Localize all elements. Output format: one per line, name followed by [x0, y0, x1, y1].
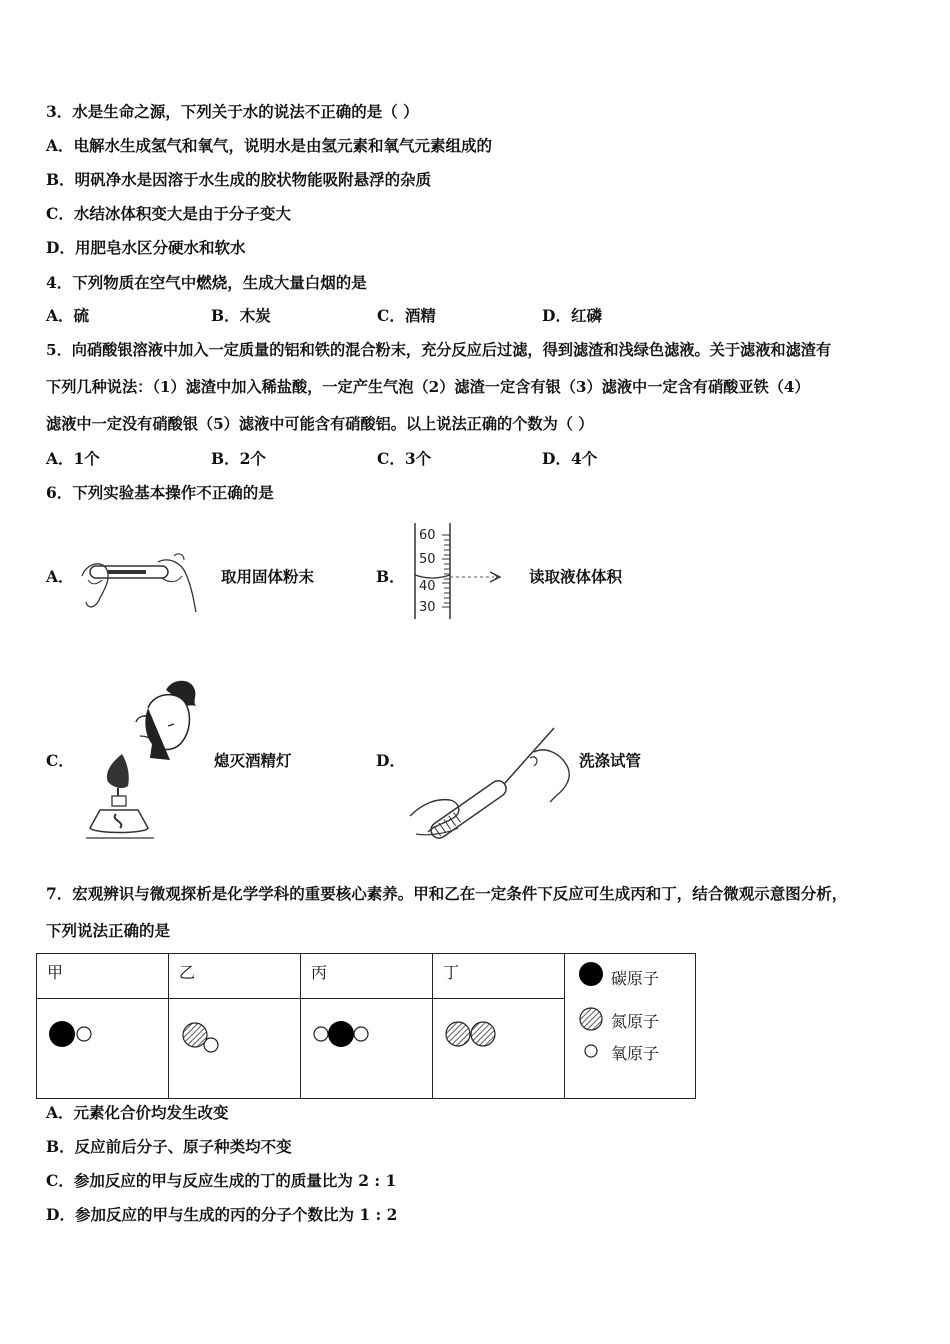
- q5-option-c[interactable]: C．3个: [377, 449, 432, 468]
- q4-option-c[interactable]: C．酒精: [377, 306, 436, 325]
- alcohol-lamp-illustration: [86, 678, 202, 844]
- q3-option-b[interactable]: B．明矾净水是因溶于水生成的胶状物能吸附悬浮的杂质: [46, 170, 432, 189]
- q6-option-c-caption: 熄灭酒精灯: [214, 751, 292, 770]
- q4-option-b[interactable]: B．木炭: [211, 306, 271, 325]
- q7-option-c[interactable]: C．参加反应的甲与反应生成的丁的质量比为 2 : 1: [46, 1171, 397, 1190]
- q4-option-a[interactable]: A．硫: [46, 306, 90, 325]
- q3-option-a[interactable]: A．电解水生成氢气和氧气，说明水是由氢元素和氧气元素组成的: [46, 136, 493, 155]
- q6-option-d-letter[interactable]: D．: [376, 751, 405, 770]
- cylinder-tick-50: 50: [419, 552, 436, 567]
- q4-stem: 4．下列物质在空气中燃烧，生成大量白烟的是: [46, 273, 367, 292]
- legend-nitrogen: 氮原子: [611, 1012, 660, 1031]
- cell-yi-molecule: [169, 999, 301, 1099]
- q3-stem: 3．水是生命之源，下列关于水的说法不正确的是（ ）: [46, 102, 419, 121]
- q7-option-b[interactable]: B．反应前后分子、原子种类均不变: [46, 1137, 292, 1156]
- q6-option-a-caption: 取用固体粉末: [221, 567, 315, 586]
- header-jia: 甲: [37, 954, 169, 999]
- cylinder-tick-60: 60: [419, 528, 436, 543]
- molecule-table: [36, 953, 696, 1099]
- legend-oxygen: 氧原子: [611, 1044, 660, 1063]
- q5-option-a[interactable]: A．1个: [46, 449, 100, 468]
- q3-option-c[interactable]: C．水结冰体积变大是由于分子变大: [46, 204, 291, 223]
- q7-option-d[interactable]: D．参加反应的甲与生成的丙的分子个数比为 1 : 2: [46, 1205, 398, 1224]
- q6-option-b-letter[interactable]: B．: [376, 567, 405, 586]
- graduated-cylinder-illustration: [408, 521, 518, 623]
- powder-test-tube-illustration: [78, 538, 200, 618]
- cylinder-tick-40: 40: [419, 579, 436, 594]
- q5-line-1: 5．向硝酸银溶液中加入一定质量的铝和铁的混合粉末，充分反应后过滤，得到滤渣和浅绿色滤液。关于滤液和滤渣有: [46, 341, 832, 359]
- cell-ding-molecule: [433, 999, 565, 1099]
- legend-cell: [565, 954, 696, 1099]
- q6-option-b-caption: 读取液体体积: [529, 567, 623, 586]
- header-ding: 丁: [433, 954, 565, 999]
- legend-carbon: 碳原子: [611, 969, 660, 988]
- q6-option-d-caption: 洗涤试管: [579, 751, 642, 770]
- q5-line-2: 下列几种说法：（1）滤渣中加入稀盐酸，一定产生气泡（2）滤渣一定含有银（3）滤液中一定含有硝酸亚铁（4）: [46, 378, 810, 396]
- q5-option-b[interactable]: B．2个: [211, 449, 266, 468]
- cylinder-tick-30: 30: [419, 600, 436, 615]
- q5-option-d[interactable]: D．4个: [542, 449, 598, 468]
- q6-option-c-letter[interactable]: C．: [46, 751, 74, 770]
- header-bing: 丙: [301, 954, 433, 999]
- q7-line-2: 下列说法正确的是: [46, 921, 171, 940]
- q4-option-d[interactable]: D．红磷: [542, 306, 602, 325]
- q7-option-a[interactable]: A．元素化合价均发生改变: [46, 1103, 229, 1122]
- q6-option-a-letter[interactable]: A．: [46, 567, 74, 586]
- q3-option-d[interactable]: D．用肥皂水区分硬水和软水: [46, 238, 246, 257]
- cell-bing-molecule: [301, 999, 433, 1099]
- cell-jia-molecule: [37, 999, 169, 1099]
- header-yi: 乙: [169, 954, 301, 999]
- test-tube-washing-illustration: [406, 724, 578, 850]
- q5-line-3: 滤液中一定没有硝酸银（5）滤液中可能含有硝酸铝。以上说法正确的个数为（ ）: [46, 415, 594, 433]
- q6-stem: 6．下列实验基本操作不正确的是: [46, 483, 274, 502]
- q7-line-1: 7．宏观辨识与微观探析是化学学科的重要核心素养。甲和乙在一定条件下反应可生成丙和丁，结合微观示意图分析，: [46, 884, 848, 903]
